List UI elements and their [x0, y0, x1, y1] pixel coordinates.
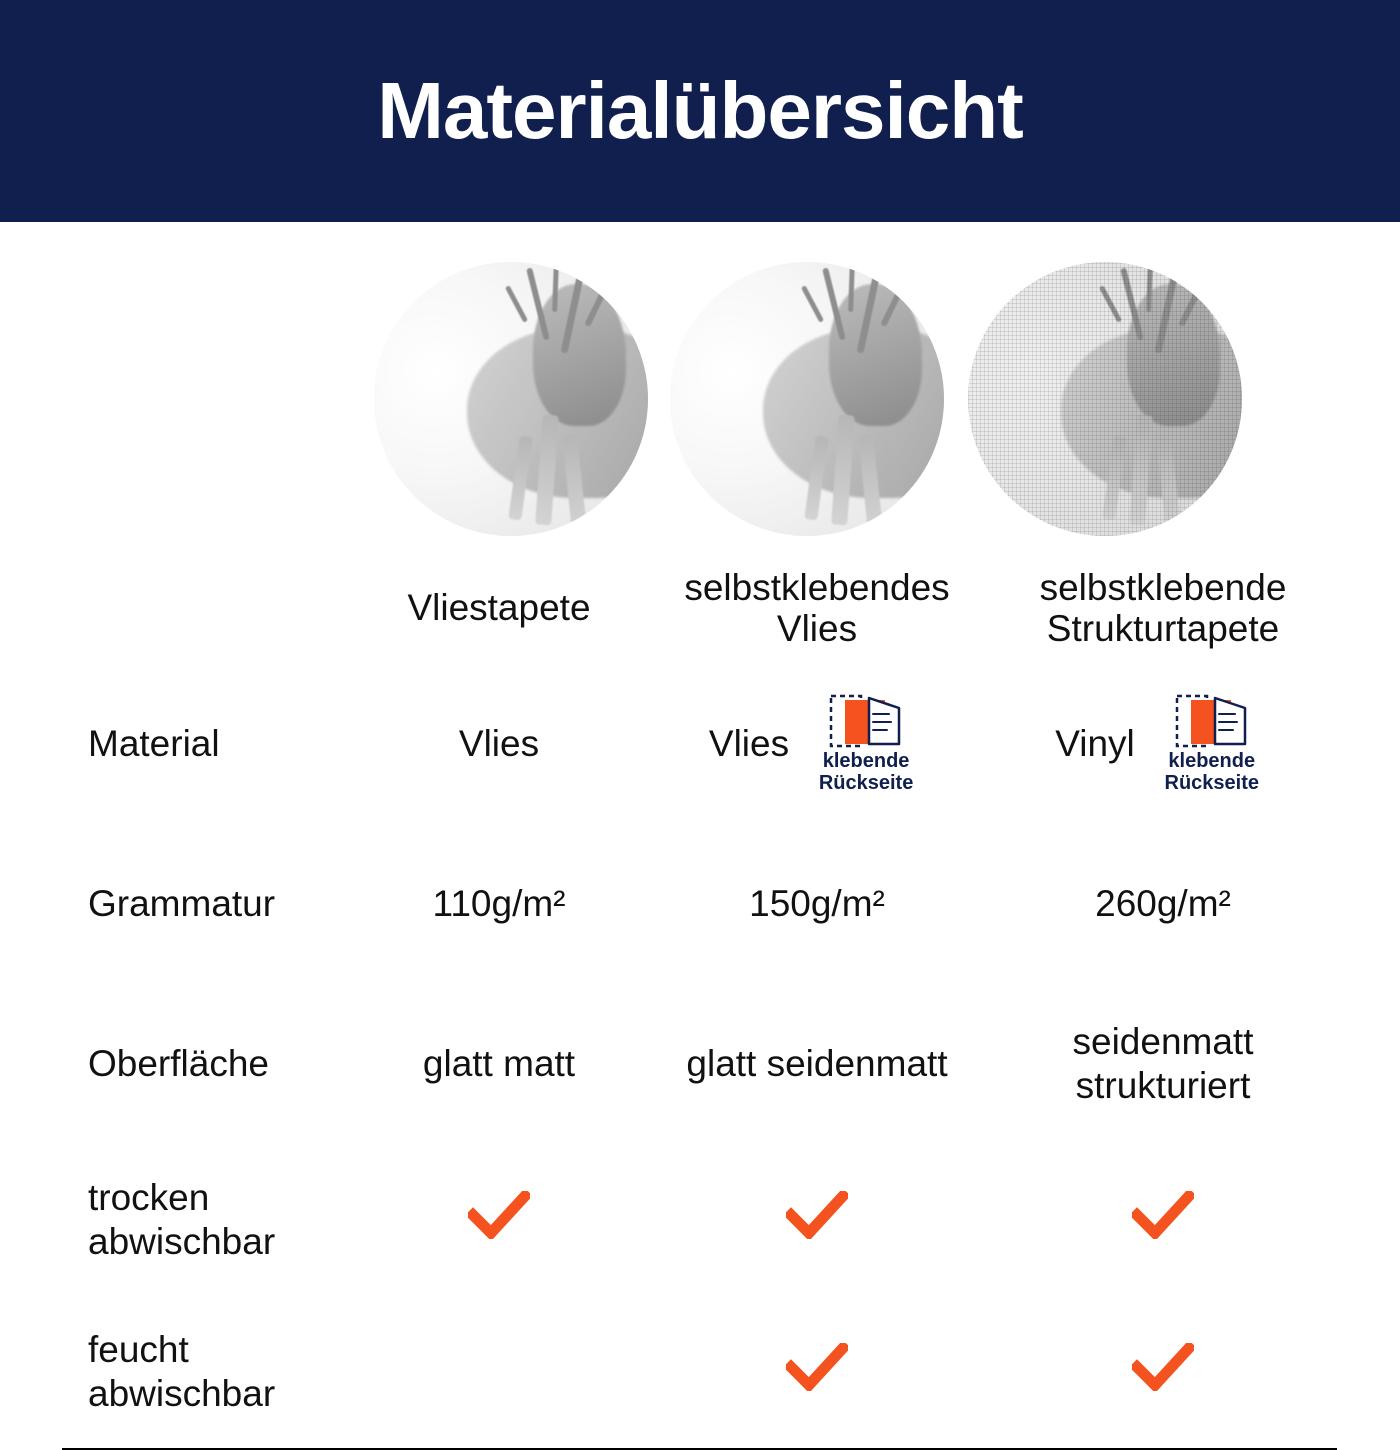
structure-texture-overlay	[968, 262, 1242, 536]
cell-oberflaeche-selbstklebendes-vlies: glatt seidenmatt	[686, 1042, 948, 1084]
adhesive-backing-label: klebende Rückseite	[1164, 749, 1260, 794]
swatch-vliestapete	[374, 262, 648, 536]
cell-grammatur-vliestapete: 110g/m²	[432, 882, 566, 924]
swatch-selbstklebende-strukturtapete	[968, 262, 1242, 536]
check-icon	[1132, 1191, 1194, 1239]
cell-trocken-selbstklebendes-vlies	[645, 1144, 989, 1296]
cell-material-selbstklebendes-vlies	[645, 664, 989, 824]
cell-trocken-vliestapete	[353, 1144, 645, 1296]
header-empty-cell	[62, 552, 353, 664]
table-row-trocken-abwischbar	[62, 1144, 1337, 1296]
cell-oberflaeche-vliestapete: glatt matt	[422, 1042, 576, 1084]
table-header-row	[62, 552, 1337, 664]
adhesive-backing-badge	[807, 694, 925, 795]
column-header-vliestapete: Vliestapete	[407, 587, 591, 629]
swatch-row	[352, 258, 1336, 548]
table-row-material	[62, 664, 1337, 824]
row-label-material: Material	[88, 722, 220, 764]
table-row-feucht-abwischbar	[62, 1296, 1337, 1449]
check-icon	[786, 1191, 848, 1239]
cell-feucht-selbstklebendes-vlies	[645, 1296, 989, 1449]
adhesive-backing-label: klebende Rückseite	[818, 749, 914, 794]
cell-feucht-selbstklebende-strukturtapete	[989, 1296, 1337, 1449]
table-row-oberflaeche	[62, 984, 1337, 1144]
material-comparison-table	[62, 552, 1337, 1450]
cell-oberflaeche-selbstklebende-strukturtapete: seidenmatt strukturiert	[1072, 1020, 1254, 1106]
cell-grammatur-selbstklebende-strukturtapete: 260g/m²	[1095, 882, 1231, 924]
cell-feucht-vliestapete	[353, 1296, 645, 1449]
cell-material-vliestapete	[353, 664, 645, 824]
table-row-grammatur	[62, 824, 1337, 984]
cell-trocken-selbstklebende-strukturtapete	[989, 1144, 1337, 1296]
column-header-selbstklebendes-vlies: selbstklebendes Vlies	[684, 566, 950, 649]
adhesive-backing-badge	[1153, 694, 1271, 795]
cell-value: Vlies	[708, 722, 790, 764]
cell-value: Vlies	[458, 722, 540, 764]
peeling-corner-icon	[829, 694, 903, 748]
page-title: Materialübersicht	[377, 66, 1023, 155]
row-label-trocken-abwischbar: trocken abwischbar	[88, 1176, 276, 1262]
check-icon	[786, 1343, 848, 1391]
row-label-grammatur: Grammatur	[88, 882, 276, 924]
row-label-oberflaeche: Oberfläche	[88, 1042, 269, 1084]
check-icon	[1132, 1343, 1194, 1391]
swatch-selbstklebendes-vlies	[670, 262, 944, 536]
cell-grammatur-selbstklebendes-vlies: 150g/m²	[749, 882, 885, 924]
cell-material-selbstklebende-strukturtapete	[989, 664, 1337, 824]
page-header	[0, 0, 1400, 222]
row-label-feucht-abwischbar: feucht abwischbar	[62, 1296, 353, 1449]
column-header-selbstklebende-strukturtapete: selbstklebende Strukturtapete	[1039, 566, 1287, 649]
check-icon	[468, 1191, 530, 1239]
cell-value: Vinyl	[1055, 722, 1135, 764]
peeling-corner-icon	[1175, 694, 1249, 748]
